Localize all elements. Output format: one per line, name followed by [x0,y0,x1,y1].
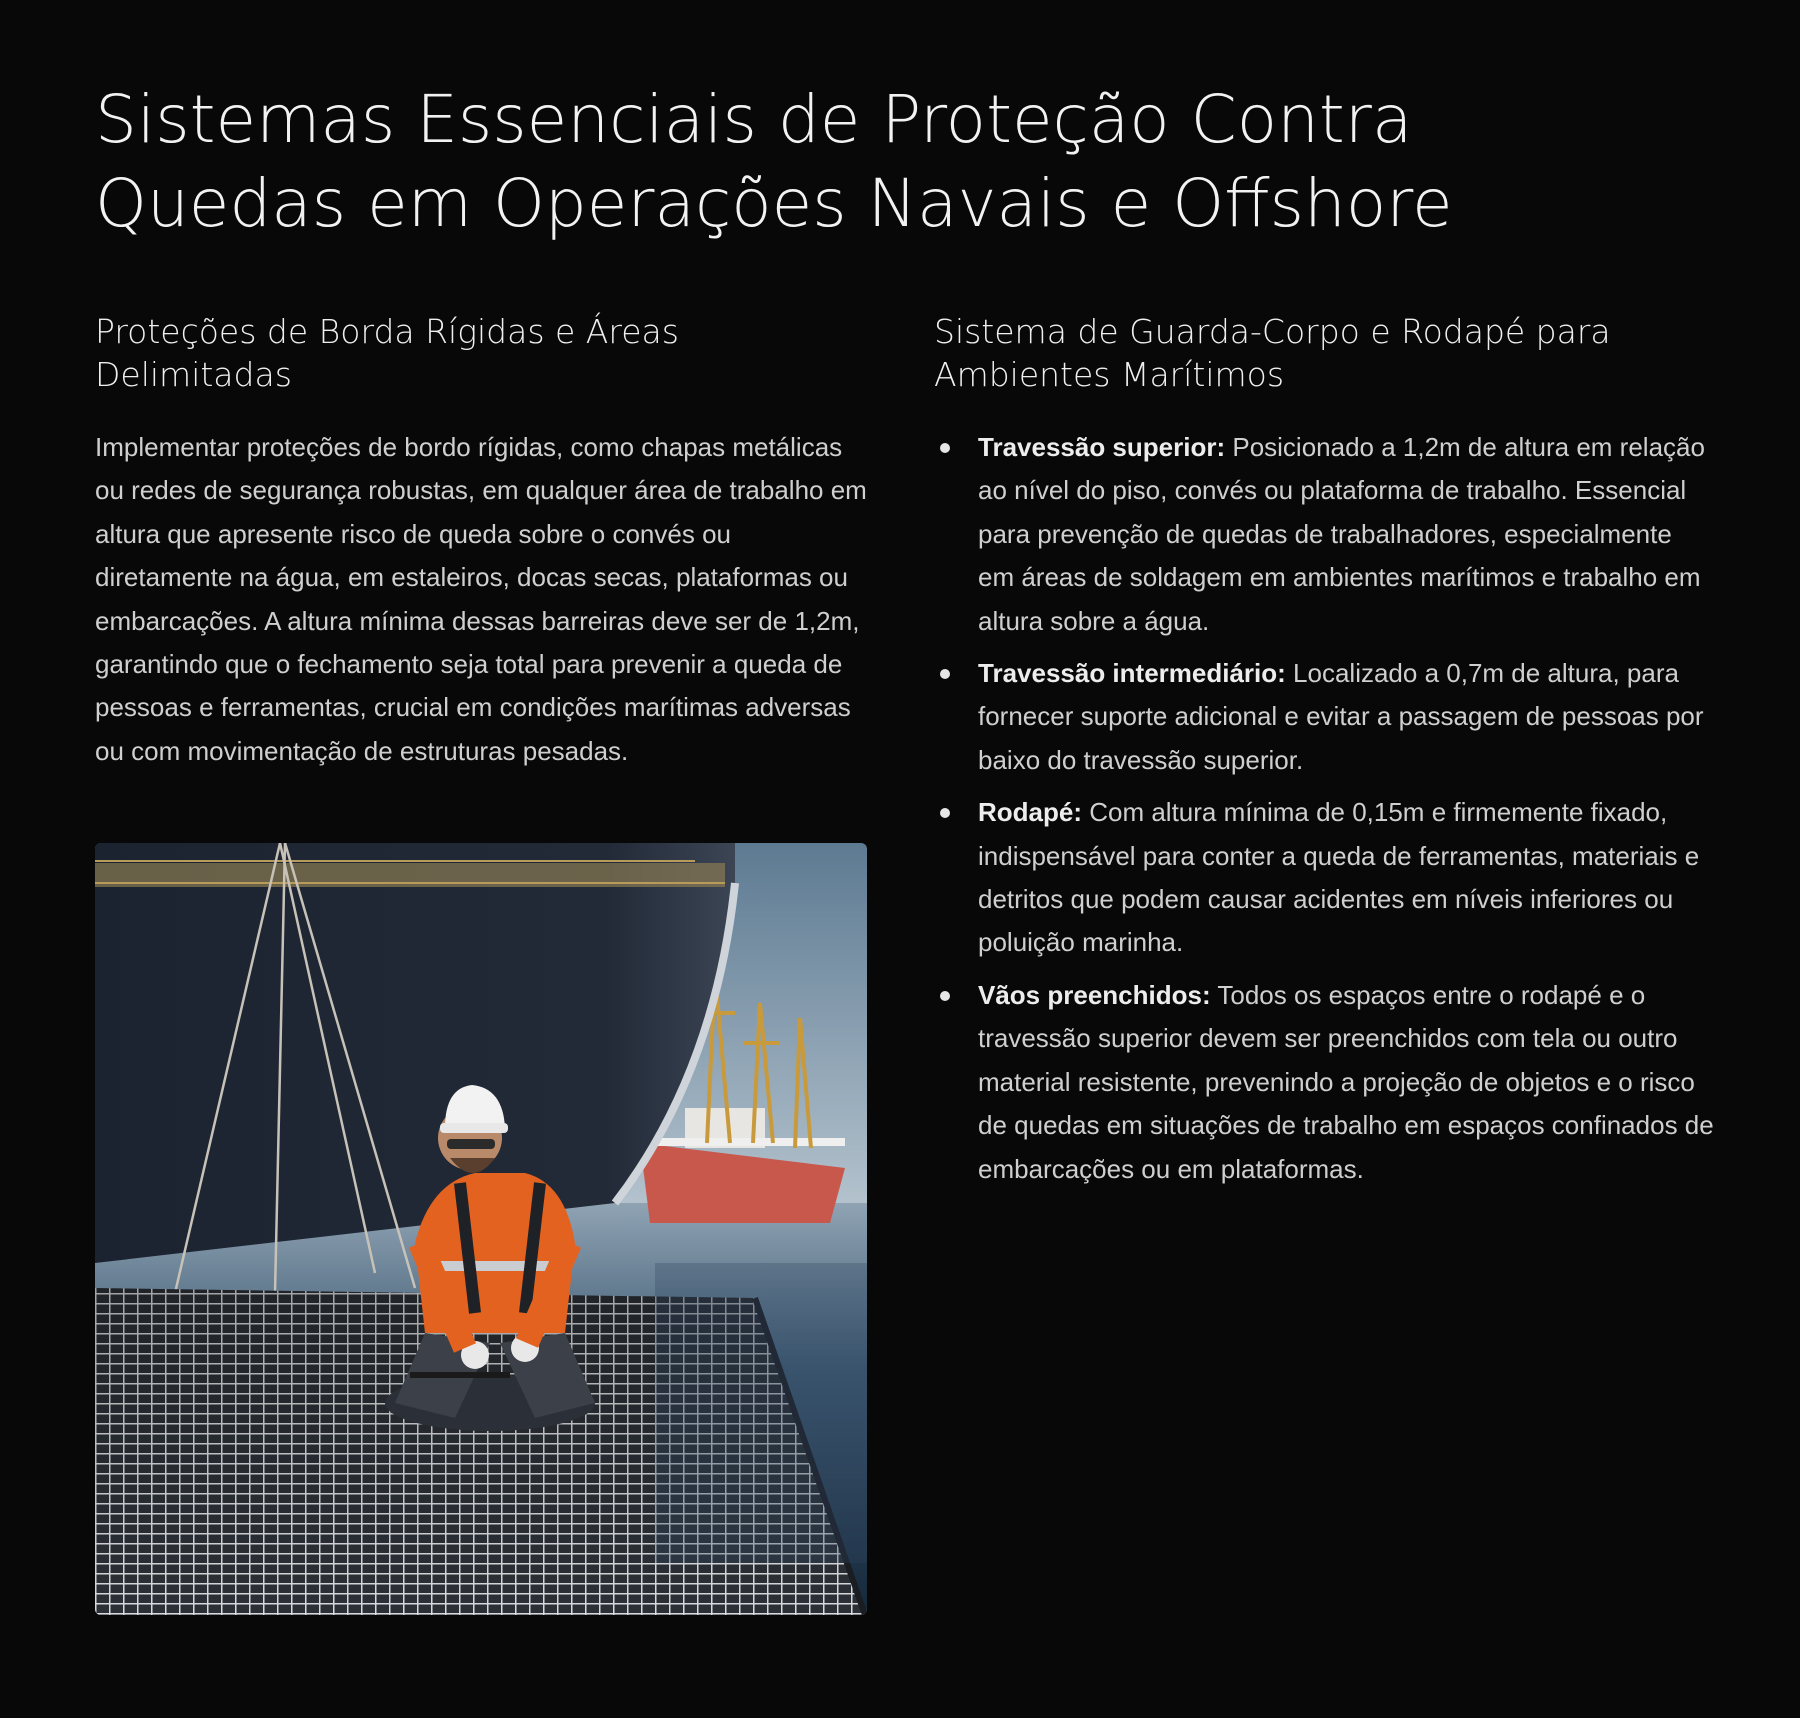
list-item-term: Rodapé: [978,797,1082,828]
list-item-term: Travessão superior: [978,432,1226,462]
right-column [934,310,1714,1200]
right-heading-line-2: Ambientes Marítimos [934,355,1285,394]
bullet-icon [940,808,950,818]
left-column [95,310,867,773]
list-item-text: Posicionado a 1,2m de altura em relação ao nível do piso, convés ou plataforma de trabalho. Essencial para prevenção de quedas de trabalhadores, especialmente em áreas de soldagem em ambientes marítimos e trabalho em altura sobre a água. [978,432,1705,636]
guardrail-feature-list [934,426,1714,1191]
right-section-heading [934,310,1714,396]
left-heading-line-2: Delimitadas [95,355,292,394]
right-heading-line-1: Sistema de Guarda-Corpo e Rodapé para [934,312,1611,351]
page-title-line-2: Quedas em Operações Navais e Offshore [95,165,1453,242]
list-item-text: Com altura mínima de 0,15m e firmemente fixado, indispensável para conter a queda de ferramentas, materiais e detritos que podem causar acidentes em níveis inferiores ou poluição marinha. [978,797,1700,958]
list-item-rodape [934,791,1714,965]
left-heading-line-1: Proteções de Borda Rígidas e Áreas [95,312,679,351]
list-item-term: Travessão intermediário: [978,658,1286,689]
bullet-icon [940,443,950,453]
list-item-vaos-preenchidos [934,974,1714,1191]
left-section-heading [95,310,867,396]
list-item-travessao-intermediario [934,652,1714,782]
page-title [95,78,1655,246]
left-paragraph: Implementar proteções de bordo rígidas, como chapas metálicas ou redes de segurança robustas, em qualquer área de trabalho em altura que apresente risco de queda sobre o convés ou diretamente na água, em estaleiros, docas secas, plataformas ou embarcações. A altura mínima dessas barreiras deve ser de 1,2m, garantindo que o fechamento seja total para prevenir a queda de pessoas e ferramentas, crucial em condições marítimas adversas ou com movimentação de estruturas pesadas. [95,432,867,766]
list-item-travessao-superior [934,426,1714,643]
bullet-icon [940,991,950,1001]
list-item-term: Vãos preenchidos: [978,979,1211,1010]
bullet-icon [940,669,950,679]
list-item-text: Localizado a 0,7m de altura, para fornecer suporte adicional e evitar a passagem de pessoas por baixo do travessão superior. [978,658,1704,775]
page-title-line-1: Sistemas Essenciais de Proteção Contra [95,81,1413,158]
worker-safety-net-photo [95,843,867,1615]
list-item-text: Todos os espaços entre o rodapé e o travessão superior devem ser preenchidos com tela ou outro material resistente, prevenindo a projeção de objetos e o risco de quedas em situações de trabalho em espaços confinados de embarcações ou em plataformas. [978,979,1714,1184]
